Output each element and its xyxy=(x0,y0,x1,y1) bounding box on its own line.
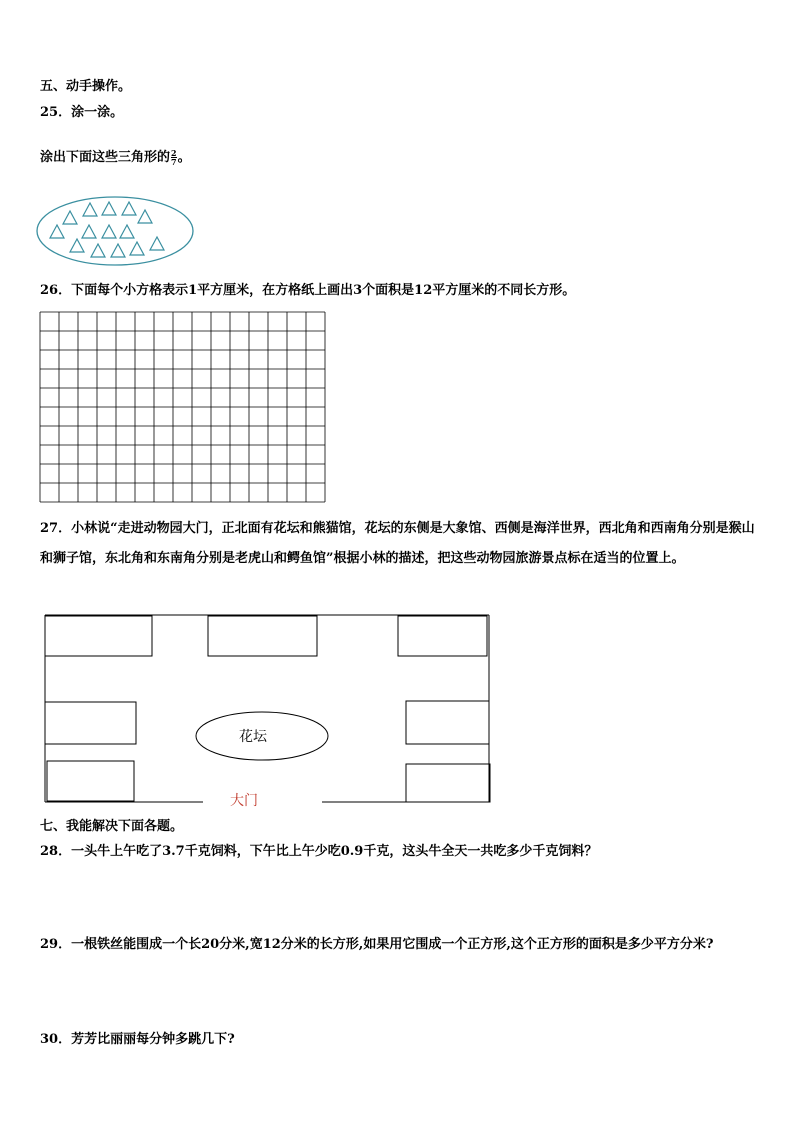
question-body: 小林说“走进动物园大门，正北面有花坛和熊猫馆，花坛的东侧是大象馆、西侧是海洋世界，西北角和西南角分别是猴山和狮子馆，东北角和东南角分别是老虎山和鳄鱼馆”根据小林的描述，把这些动物园旅游景点标在适当的位置上。 xyxy=(40,521,755,566)
question-body: 一根铁丝能围成一个长20分米,宽12分米的长方形,如果用它围成一个正方形,这个正方形的面积是多少平方分米? xyxy=(71,937,714,952)
question-body: 下面每个小方格表示1平方厘米，在方格纸上画出3个面积是12平方厘米的不同长方形。 xyxy=(71,283,576,298)
question-body: 芳芳比丽丽每分钟多跳几下? xyxy=(71,1032,235,1047)
west-box[interactable] xyxy=(45,702,136,744)
flowerbed-label: 花坛 xyxy=(239,729,267,745)
question-number: 29． xyxy=(40,937,72,952)
gate-label: 大门 xyxy=(230,793,258,809)
question-30-text xyxy=(40,1031,235,1049)
question-number: 26． xyxy=(40,283,72,298)
question-29-text xyxy=(40,936,713,954)
question-28-text xyxy=(40,843,597,861)
section-5-heading: 五、动手操作。 xyxy=(40,79,132,94)
southwest-box[interactable] xyxy=(47,761,134,801)
question-number: 25． xyxy=(40,105,72,120)
fraction-denominator: 7 xyxy=(171,157,177,167)
north-box[interactable] xyxy=(208,616,317,656)
instruction-text: 涂出下面这些三角形的 xyxy=(40,150,171,165)
fraction-numerator: 2 xyxy=(171,148,177,158)
question-number: 28． xyxy=(40,844,72,859)
question-body: 一头牛上午吃了3.7千克饲料，下午比上午少吃0.9千克，这头牛全天一共吃多少千克饲料？ xyxy=(71,844,598,859)
instruction-end: 。 xyxy=(177,150,191,165)
section-7-heading: 七、我能解决下面各题。 xyxy=(40,819,184,834)
question-title: 涂一涂。 xyxy=(71,105,124,120)
question-number: 27． xyxy=(40,521,72,536)
east-box[interactable] xyxy=(406,701,489,744)
northwest-box[interactable] xyxy=(45,616,152,656)
question-number: 30． xyxy=(40,1032,72,1047)
northeast-box[interactable] xyxy=(398,616,487,656)
southeast-box[interactable] xyxy=(406,764,490,802)
